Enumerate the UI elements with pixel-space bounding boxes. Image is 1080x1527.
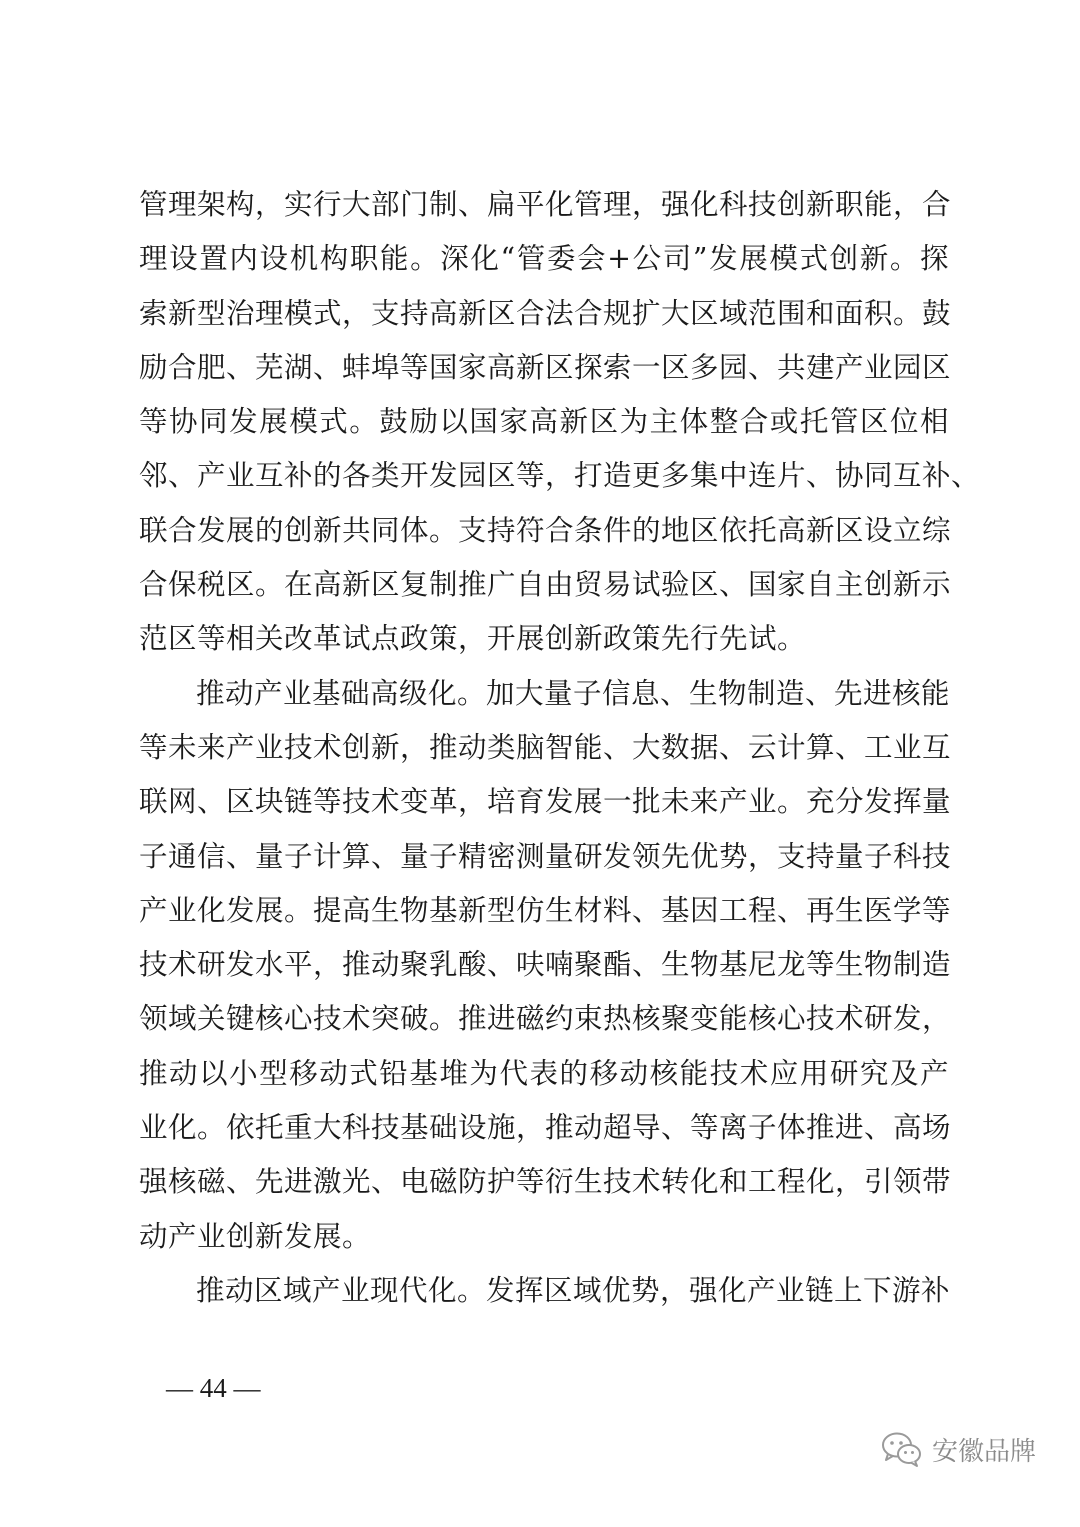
- text-line: 理设置内设机构职能。深化“管委会+公司”发展模式创新。探: [139, 242, 949, 276]
- text-line: 动产业创新发展。: [139, 1219, 372, 1253]
- text-line: 邻、产业互补的各类开发园区等，打造更多集中连片、协同互补、: [139, 459, 981, 493]
- text-line: 领域关键核心技术突破。推进磁约束热核聚变能核心技术研发，: [139, 1002, 952, 1036]
- watermark-text: 安徽品牌: [932, 1436, 1037, 1467]
- text-line: 励合肥、芜湖、蚌埠等国家高新区探索一区多园、共建产业园区: [139, 350, 952, 384]
- text-line: 合保税区。在高新区复制推广自由贸易试验区、国家自主创新示: [139, 568, 952, 602]
- body-text: [139, 178, 981, 1318]
- text-line: 推动产业基础高级化。加大量子信息、生物制造、先进核能: [196, 676, 951, 710]
- text-line: 技术研发水平，推动聚乳酸、呋喃聚酯、生物基尼龙等生物制造: [139, 948, 952, 982]
- watermark: [880, 1425, 1036, 1473]
- text-line: 子通信、量子计算、量子精密测量研发领先优势，支持量子科技: [139, 839, 952, 873]
- text-line: 索新型治理模式，支持高新区合法合规扩大区域范围和面积。鼓: [139, 296, 952, 330]
- text-line: 管理架构，实行大部门制、扁平化管理，强化科技创新职能，合: [139, 188, 952, 221]
- text-line: 联合发展的创新共同体。支持符合条件的地区依托高新区设立综: [139, 513, 952, 547]
- text-line: 等协同发展模式。鼓励以国家高新区为主体整合或托管区位相: [139, 405, 949, 439]
- text-line: 推动以小型移动式铅基堆为代表的移动核能技术应用研究及产: [139, 1056, 949, 1090]
- page-number: — 44 —: [166, 1373, 261, 1403]
- text-line: 产业化发展。提高生物基新型仿生材料、基因工程、再生医学等: [139, 893, 952, 927]
- text-line: 范区等相关改革试点政策，开展创新政策先行先试。: [139, 622, 807, 656]
- text-line: 强核磁、先进激光、电磁防护等衍生技术转化和工程化，引领带: [139, 1165, 952, 1199]
- wechat-icon: [880, 1429, 924, 1469]
- text-line: 联网、区块链等技术变革，培育发展一批未来产业。充分发挥量: [139, 785, 952, 819]
- text-line: 业化。依托重大科技基础设施，推动超导、等离子体推进、高场: [139, 1111, 952, 1145]
- text-line: 等未来产业技术创新，推动类脑智能、大数据、云计算、工业互: [139, 730, 952, 764]
- text-line: 推动区域产业现代化。发挥区域优势，强化产业链上下游补: [196, 1273, 951, 1307]
